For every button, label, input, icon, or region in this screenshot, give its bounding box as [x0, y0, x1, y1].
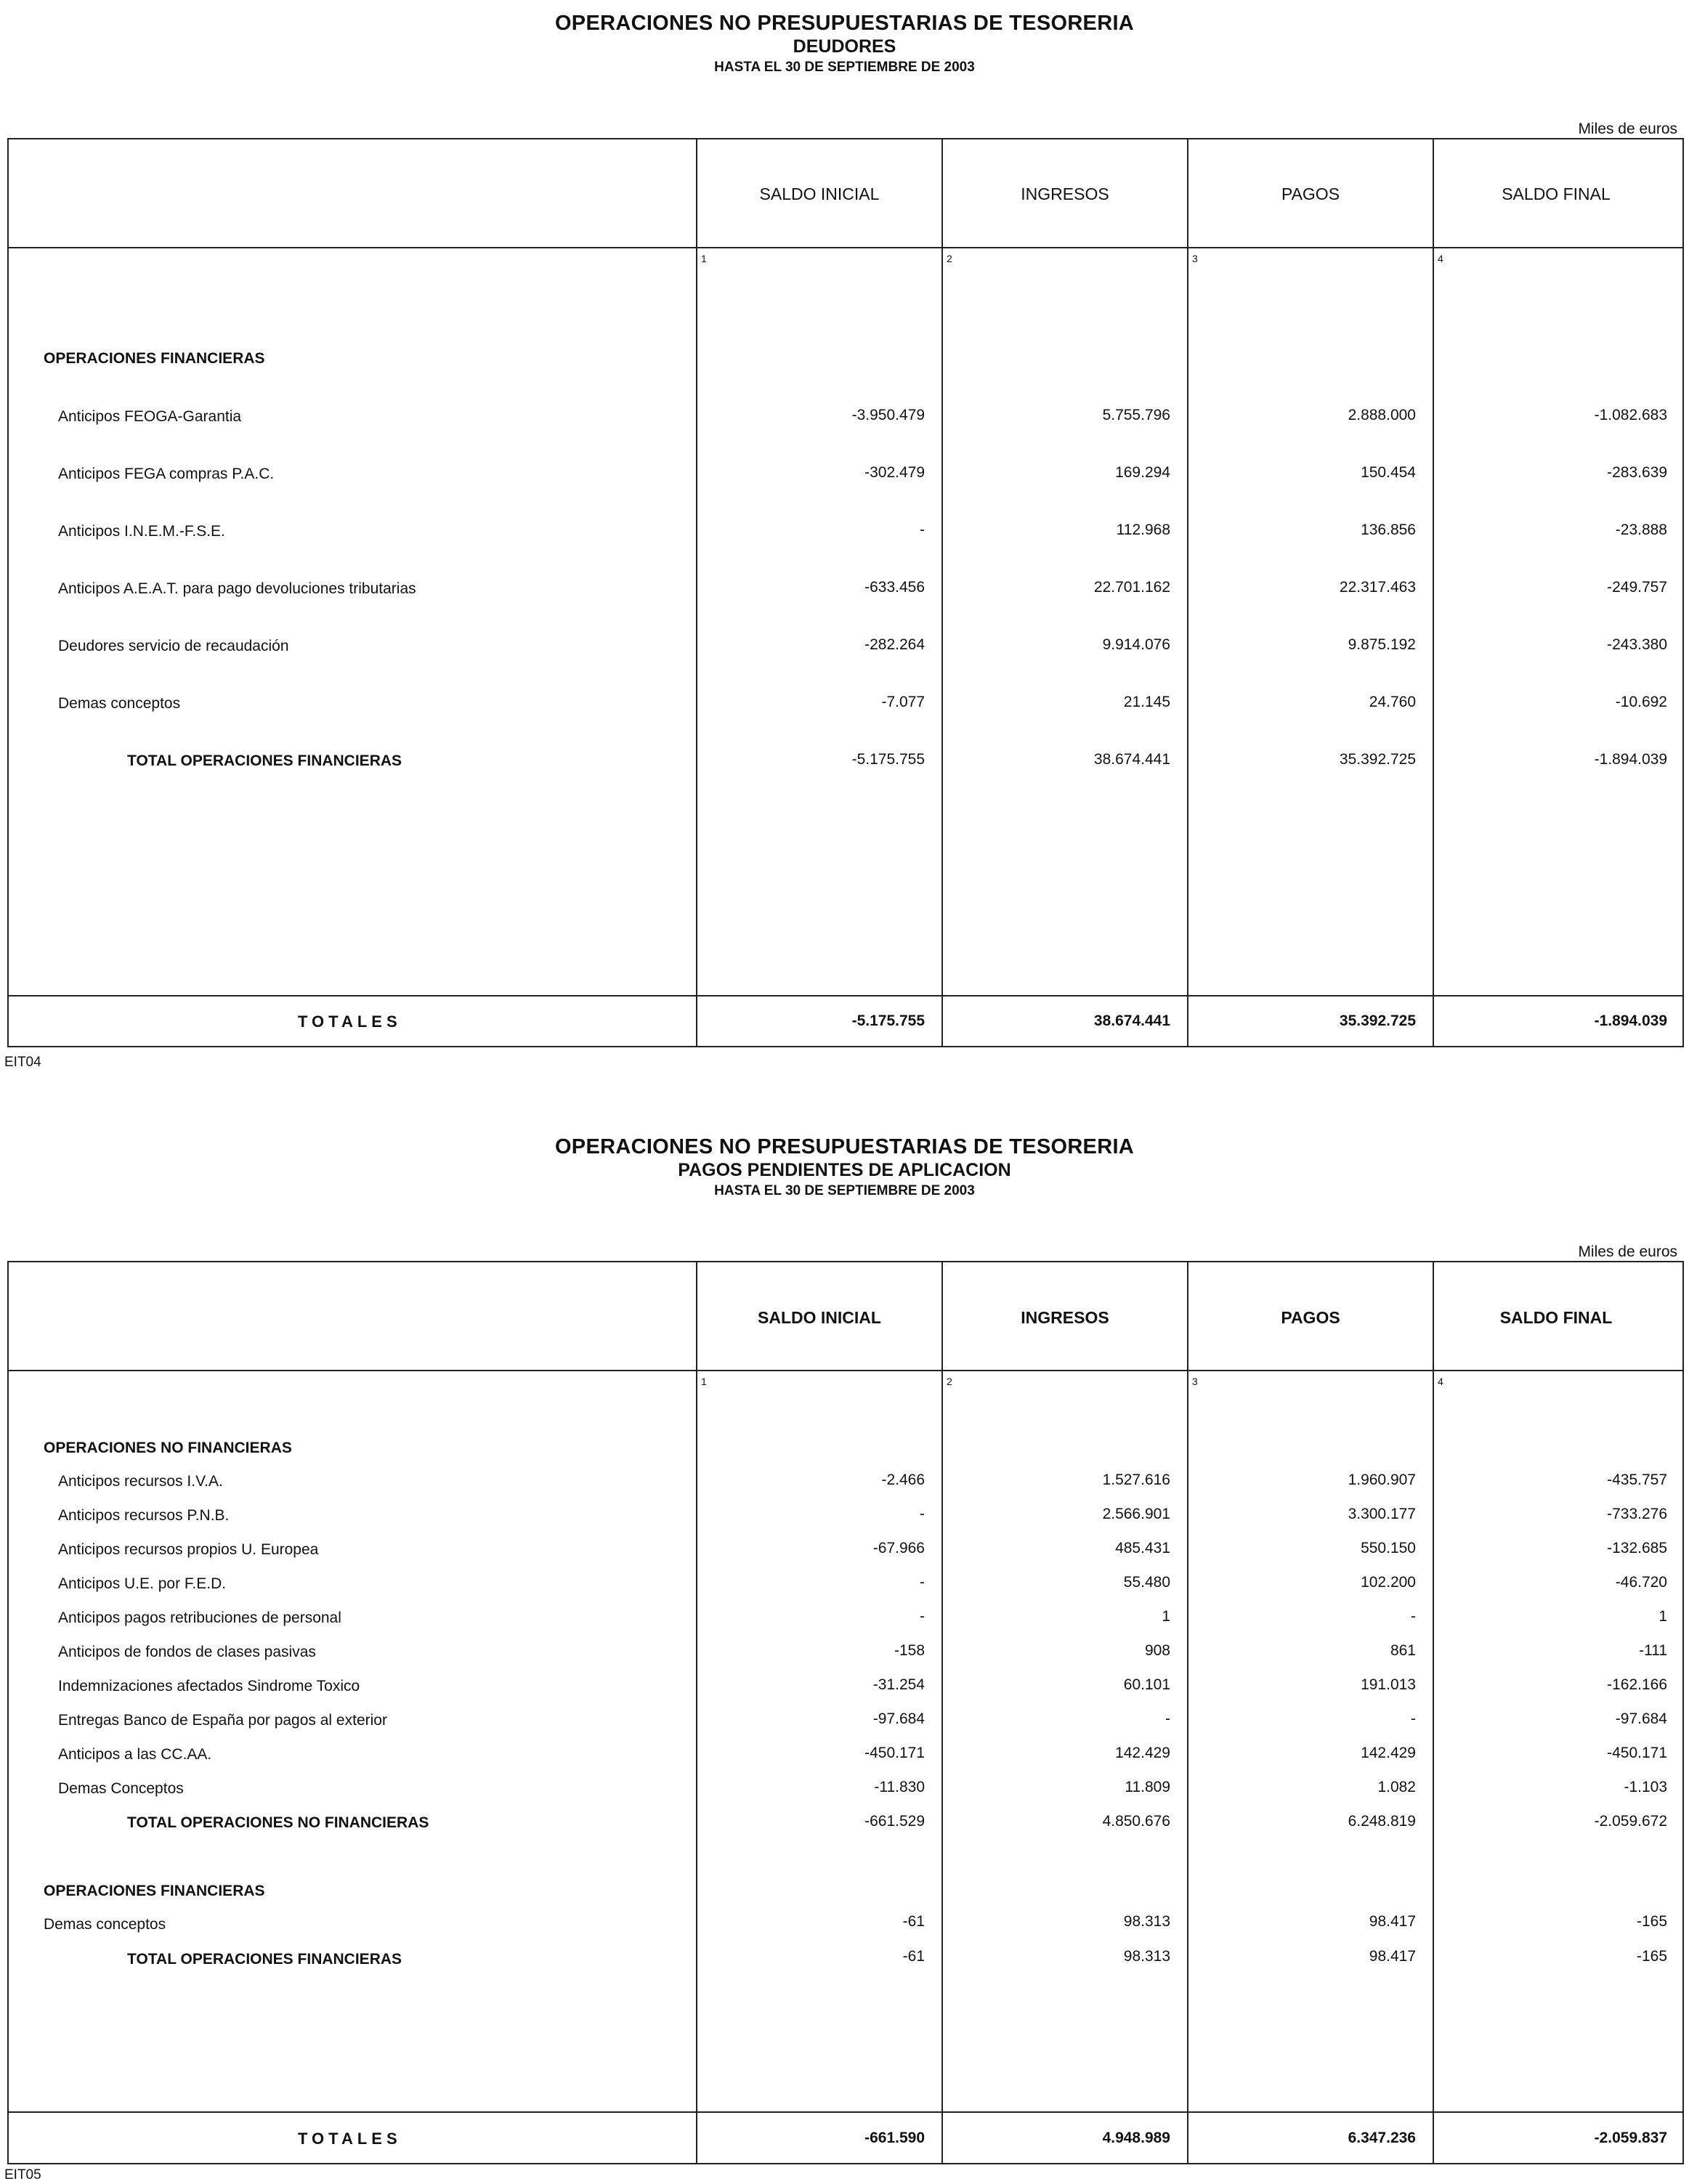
cell-saldo-inicial: -7.077 — [881, 694, 925, 710]
column-divider — [941, 1261, 943, 2164]
row-label: Anticipos recursos I.V.A. — [58, 1473, 223, 1490]
totals-divider — [7, 995, 1684, 996]
section-label: OPERACIONES NO FINANCIERAS — [44, 1440, 292, 1456]
cell-saldo-inicial: - — [920, 1574, 925, 1591]
total-saldo-inicial: -661.590 — [864, 2130, 925, 2146]
row-label: Demas Conceptos — [58, 1780, 184, 1797]
row-label: Anticipos I.N.E.M.-F.S.E. — [58, 523, 225, 540]
col-header-pagos: PAGOS — [1281, 1308, 1340, 1327]
cell-pagos: - — [1411, 1608, 1416, 1625]
cell-saldo-inicial: -282.264 — [864, 636, 925, 653]
column-divider — [696, 1261, 697, 2164]
col-header-ingresos: INGRESOS — [1021, 184, 1109, 203]
column-divider — [941, 138, 943, 1047]
row-label: Anticipos recursos propios U. Europea — [58, 1541, 319, 1558]
cell-saldo-inicial: -97.684 — [872, 1710, 925, 1727]
cell-pagos: 98.417 — [1369, 1913, 1416, 1930]
col-number: 4 — [1438, 253, 1443, 264]
total-saldo-final: -1.894.039 — [1594, 1012, 1667, 1029]
table-title: OPERACIONES NO PRESUPUESTARIAS DE TESORERIA — [554, 12, 1135, 35]
cell-saldo-inicial: -661.529 — [864, 1813, 925, 1830]
table-subtitle: PAGOS PENDIENTES DE APLICACION — [678, 1160, 1011, 1180]
report-code: EIT04 — [4, 1055, 41, 1070]
cell-saldo-inicial: -2.466 — [881, 1471, 925, 1488]
cell-saldo-final: -243.380 — [1607, 636, 1667, 653]
cell-ingresos: 5.755.796 — [1102, 407, 1170, 423]
cell-saldo-final: -23.888 — [1615, 521, 1667, 538]
column-divider — [696, 138, 697, 1047]
cell-pagos: 191.013 — [1361, 1676, 1416, 1693]
report-code: EIT05 — [4, 2167, 41, 2183]
cell-ingresos: 9.914.076 — [1102, 636, 1170, 653]
cell-saldo-final: -97.684 — [1615, 1710, 1667, 1727]
units-label: Miles de euros — [1578, 121, 1677, 137]
cell-saldo-inicial: -31.254 — [872, 1676, 925, 1693]
section-label: OPERACIONES FINANCIERAS — [44, 1883, 265, 1899]
cell-saldo-final: -165 — [1636, 1948, 1667, 1965]
cell-ingresos: 1 — [1162, 1608, 1170, 1625]
cell-ingresos: 22.701.162 — [1093, 579, 1170, 596]
total-saldo-inicial: -5.175.755 — [851, 1012, 925, 1029]
cell-saldo-inicial: -450.171 — [864, 1745, 925, 1761]
cell-saldo-inicial: - — [920, 1608, 925, 1625]
row-label: Anticipos pagos retribuciones de personal — [58, 1609, 341, 1626]
header-divider — [7, 247, 1684, 248]
col-header-pagos: PAGOS — [1281, 184, 1340, 203]
row-label: Demas conceptos — [44, 1916, 166, 1933]
cell-pagos: 22.317.463 — [1339, 579, 1416, 596]
cell-saldo-final: -733.276 — [1607, 1506, 1667, 1522]
table-deudores — [0, 0, 1689, 1075]
cell-saldo-final: -249.757 — [1607, 579, 1667, 596]
cell-ingresos: 60.101 — [1123, 1676, 1170, 1693]
row-label: Anticipos A.E.A.T. para pago devoluciones tributarias — [58, 580, 416, 597]
col-number: 3 — [1192, 253, 1198, 264]
cell-pagos: 1.082 — [1377, 1779, 1416, 1795]
cell-ingresos: 485.431 — [1115, 1540, 1170, 1556]
cell-saldo-final: -435.757 — [1607, 1471, 1667, 1488]
cell-ingresos: 2.566.901 — [1102, 1506, 1170, 1522]
col-number: 2 — [947, 1376, 952, 1387]
table-pagos-pendientes — [0, 1119, 1689, 2184]
table-title: OPERACIONES NO PRESUPUESTARIAS DE TESORERIA — [554, 1135, 1135, 1158]
cell-saldo-final: -46.720 — [1615, 1574, 1667, 1591]
cell-pagos: 3.300.177 — [1348, 1506, 1416, 1522]
cell-saldo-inicial: -5.175.755 — [851, 751, 925, 768]
cell-pagos: - — [1411, 1710, 1416, 1727]
cell-saldo-final: 1 — [1658, 1608, 1667, 1625]
cell-pagos: 24.760 — [1369, 694, 1416, 710]
total-pagos: 6.347.236 — [1348, 2130, 1416, 2146]
subtotal-label: TOTAL OPERACIONES FINANCIERAS — [127, 752, 402, 769]
row-label: Anticipos FEOGA-Garantia — [58, 408, 242, 425]
row-label: Anticipos FEGA compras P.A.C. — [58, 466, 275, 482]
row-label: Anticipos U.E. por F.E.D. — [58, 1575, 227, 1592]
cell-saldo-final: -1.894.039 — [1594, 751, 1667, 768]
row-label: Anticipos a las CC.AA. — [58, 1746, 212, 1763]
cell-saldo-inicial: - — [920, 1506, 925, 1522]
total-pagos: 35.392.725 — [1339, 1012, 1416, 1029]
table-period: HASTA EL 30 DE SEPTIEMBRE DE 2003 — [714, 60, 975, 75]
cell-ingresos: 142.429 — [1115, 1745, 1170, 1761]
column-divider — [1433, 138, 1434, 1047]
cell-saldo-final: -162.166 — [1607, 1676, 1667, 1693]
cell-saldo-final: -2.059.672 — [1594, 1813, 1667, 1830]
cell-ingresos: 98.313 — [1123, 1913, 1170, 1930]
cell-saldo-final: -450.171 — [1607, 1745, 1667, 1761]
subtotal-label: TOTAL OPERACIONES FINANCIERAS — [127, 1951, 402, 1968]
col-number: 3 — [1192, 1376, 1198, 1387]
cell-ingresos: 98.313 — [1123, 1948, 1170, 1965]
col-header-saldo-inicial: SALDO INICIAL — [759, 184, 880, 203]
section-label: OPERACIONES FINANCIERAS — [44, 350, 265, 367]
col-number: 1 — [701, 1376, 707, 1387]
cell-saldo-inicial: -61 — [902, 1948, 925, 1965]
cell-pagos: 35.392.725 — [1339, 751, 1416, 768]
col-header-saldo-final: SALDO FINAL — [1502, 184, 1611, 203]
cell-pagos: 6.248.819 — [1348, 1813, 1416, 1830]
totals-divider — [7, 2111, 1684, 2113]
cell-saldo-inicial: -11.830 — [874, 1779, 925, 1795]
cell-ingresos: 38.674.441 — [1093, 751, 1170, 768]
totals-label: TOTALES — [298, 2130, 402, 2148]
row-label: Deudores servicio de recaudación — [58, 638, 289, 654]
cell-saldo-final: -111 — [1639, 1642, 1667, 1659]
cell-ingresos: 21.145 — [1123, 694, 1170, 710]
cell-saldo-inicial: -3.950.479 — [851, 407, 925, 423]
row-label: Anticipos recursos P.N.B. — [58, 1507, 230, 1524]
header-divider — [7, 1370, 1684, 1371]
cell-ingresos: 112.968 — [1116, 521, 1170, 538]
cell-ingresos: 11.809 — [1125, 1779, 1170, 1795]
cell-ingresos: 908 — [1144, 1642, 1170, 1659]
cell-pagos: 550.150 — [1361, 1540, 1416, 1556]
col-header-ingresos: INGRESOS — [1021, 1308, 1109, 1327]
row-label: Indemnizaciones afectados Sindrome Toxico — [58, 1678, 360, 1694]
cell-ingresos: 55.480 — [1123, 1574, 1170, 1591]
table-period: HASTA EL 30 DE SEPTIEMBRE DE 2003 — [714, 1183, 975, 1198]
cell-pagos: 9.875.192 — [1348, 636, 1416, 653]
cell-pagos: 98.417 — [1369, 1948, 1416, 1965]
cell-saldo-inicial: - — [920, 521, 925, 538]
cell-saldo-inicial: -67.966 — [872, 1540, 925, 1556]
cell-saldo-final: -1.103 — [1624, 1779, 1667, 1795]
table-subtitle: DEUDORES — [793, 36, 896, 57]
cell-saldo-final: -283.639 — [1607, 464, 1667, 481]
total-ingresos: 4.948.989 — [1102, 2130, 1170, 2146]
cell-pagos: 2.888.000 — [1348, 407, 1416, 423]
column-divider — [1187, 138, 1188, 1047]
cell-pagos: 142.429 — [1361, 1745, 1416, 1761]
cell-pagos: 150.454 — [1361, 464, 1416, 481]
cell-saldo-inicial: -158 — [894, 1642, 925, 1659]
col-header-saldo-final: SALDO FINAL — [1499, 1308, 1613, 1327]
col-header-saldo-inicial: SALDO INICIAL — [758, 1308, 881, 1327]
cell-saldo-inicial: -633.456 — [864, 579, 925, 596]
cell-saldo-final: -1.082.683 — [1594, 407, 1667, 423]
row-label: Entregas Banco de España por pagos al exterior — [58, 1712, 387, 1729]
row-label: Demas conceptos — [58, 695, 181, 712]
column-divider — [1187, 1261, 1188, 2164]
column-divider — [1433, 1261, 1434, 2164]
col-number: 4 — [1438, 1376, 1443, 1387]
row-label: Anticipos de fondos de clases pasivas — [58, 1644, 316, 1660]
totals-label: TOTALES — [298, 1012, 402, 1031]
col-number: 2 — [947, 253, 952, 264]
cell-pagos: 861 — [1390, 1642, 1416, 1659]
cell-ingresos: 4.850.676 — [1102, 1813, 1170, 1830]
col-number: 1 — [701, 253, 707, 264]
cell-ingresos: - — [1165, 1710, 1170, 1727]
cell-saldo-final: -165 — [1636, 1913, 1667, 1930]
cell-ingresos: 1.527.616 — [1102, 1471, 1170, 1488]
subtotal-label: TOTAL OPERACIONES NO FINANCIERAS — [127, 1814, 429, 1831]
cell-ingresos: 169.294 — [1115, 464, 1170, 481]
cell-pagos: 102.200 — [1361, 1574, 1416, 1591]
total-saldo-final: -2.059.837 — [1594, 2130, 1667, 2146]
cell-saldo-inicial: -302.479 — [864, 464, 925, 481]
units-label: Miles de euros — [1578, 1243, 1677, 1260]
cell-saldo-inicial: -61 — [902, 1913, 925, 1930]
cell-pagos: 1.960.907 — [1348, 1471, 1416, 1488]
total-ingresos: 38.674.441 — [1093, 1012, 1170, 1029]
cell-saldo-final: -10.692 — [1615, 694, 1667, 710]
cell-saldo-final: -132.685 — [1607, 1540, 1667, 1556]
cell-pagos: 136.856 — [1361, 521, 1416, 538]
